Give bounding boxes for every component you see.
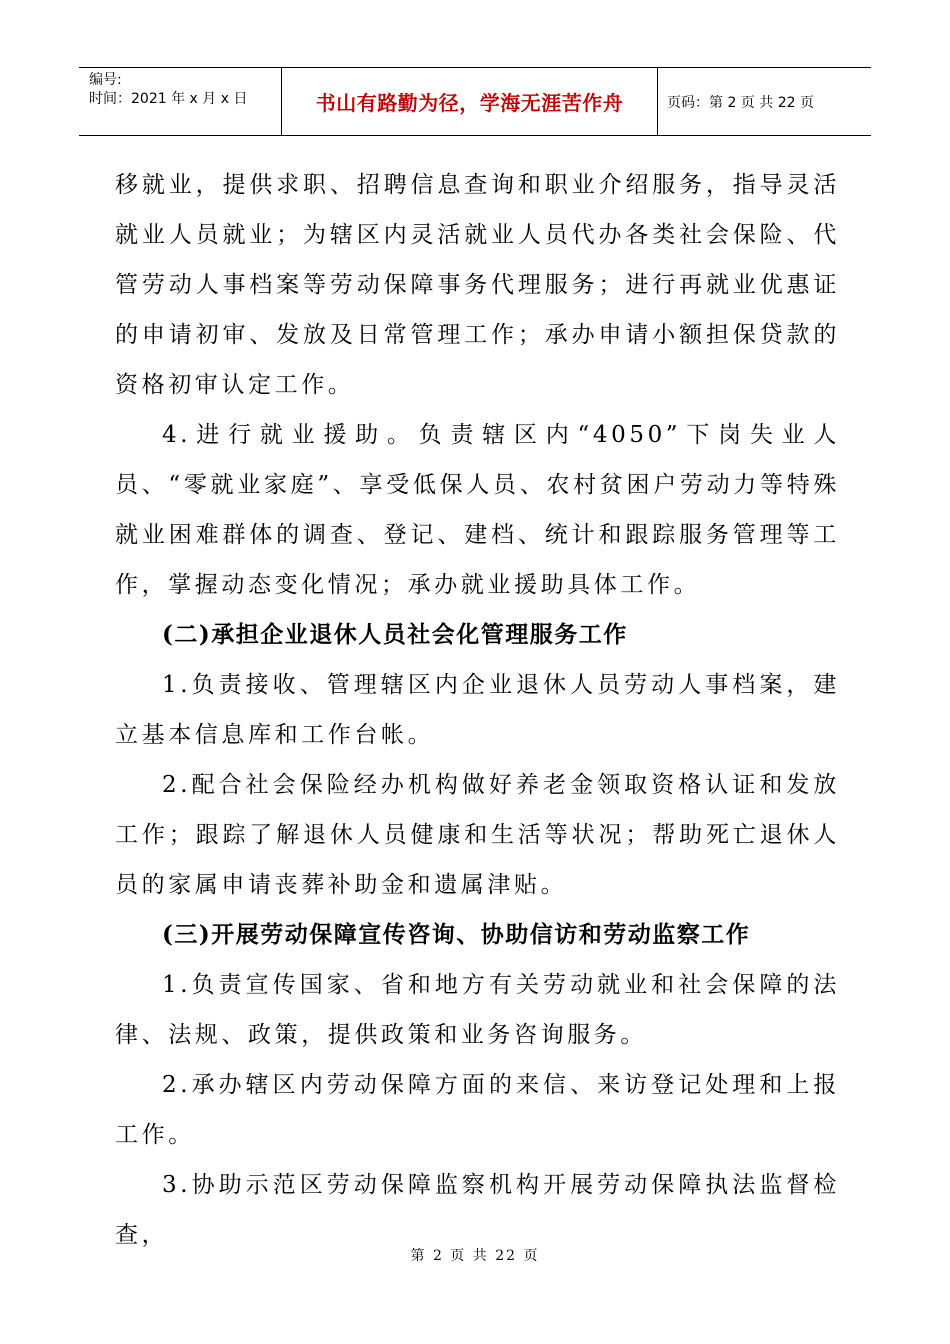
- header-meta: [79, 68, 282, 135]
- paragraph-4: 2.配合社会保险经办机构做好养老金领取资格认证和发放工作；跟踪了解退休人员健康和生活等状况；帮助死亡退休人员的家属申请丧葬补助金和遗属津贴。: [115, 772, 840, 898]
- paragraph-1: 移就业，提供求职、招聘信息查询和职业介绍服务，指导灵活就业人员就业；为辖区内灵活就业人员代办各类社会保险、代管劳动人事档案等劳动保障事务代理服务；进行再就业优惠证的申请初审、发放及日常管理工作；承办申请小额担保贷款的资格初审认定工作。: [115, 172, 840, 398]
- section-heading-3: (三)开展劳动保障宣传咨询、协助信访和劳动监察工作: [162, 921, 751, 948]
- section-heading-2: (二)承担企业退休人员社会化管理服务工作: [162, 621, 628, 648]
- page-header: [79, 67, 871, 136]
- document-body: [115, 160, 840, 1260]
- header-motto: 书山有路勤为径，学海无涯苦作舟: [282, 68, 658, 135]
- header-page-code: 页码：第 2 页 共 22 页: [667, 94, 814, 111]
- paragraph-6: 2.承办辖区内劳动保障方面的来信、来访登记处理和上报工作。: [115, 1072, 840, 1148]
- document-number-label: 编号:: [89, 72, 122, 88]
- document-date: 时间：2021 年 x 月 x 日: [89, 91, 248, 107]
- paragraph-5: 1.负责宣传国家、省和地方有关劳动就业和社会保障的法律、法规、政策，提供政策和业务咨询服务。: [115, 972, 840, 1048]
- paragraph-7: 3.协助示范区劳动保障监察机构开展劳动保障执法监督检查，: [115, 1172, 840, 1248]
- paragraph-2: 4.进行就业援助。负责辖区内“4050”下岗失业人员、“零就业家庭”、享受低保人员、农村贫困户劳动力等特殊就业困难群体的调查、登记、建档、统计和跟踪服务管理等工作，掌握动态变化情况；承办就业援助具体工作。: [115, 422, 840, 598]
- paragraph-3: 1.负责接收、管理辖区内企业退休人员劳动人事档案，建立基本信息库和工作台帐。: [115, 672, 840, 748]
- page-footer: 第 2 页 共 22 页: [410, 1248, 540, 1264]
